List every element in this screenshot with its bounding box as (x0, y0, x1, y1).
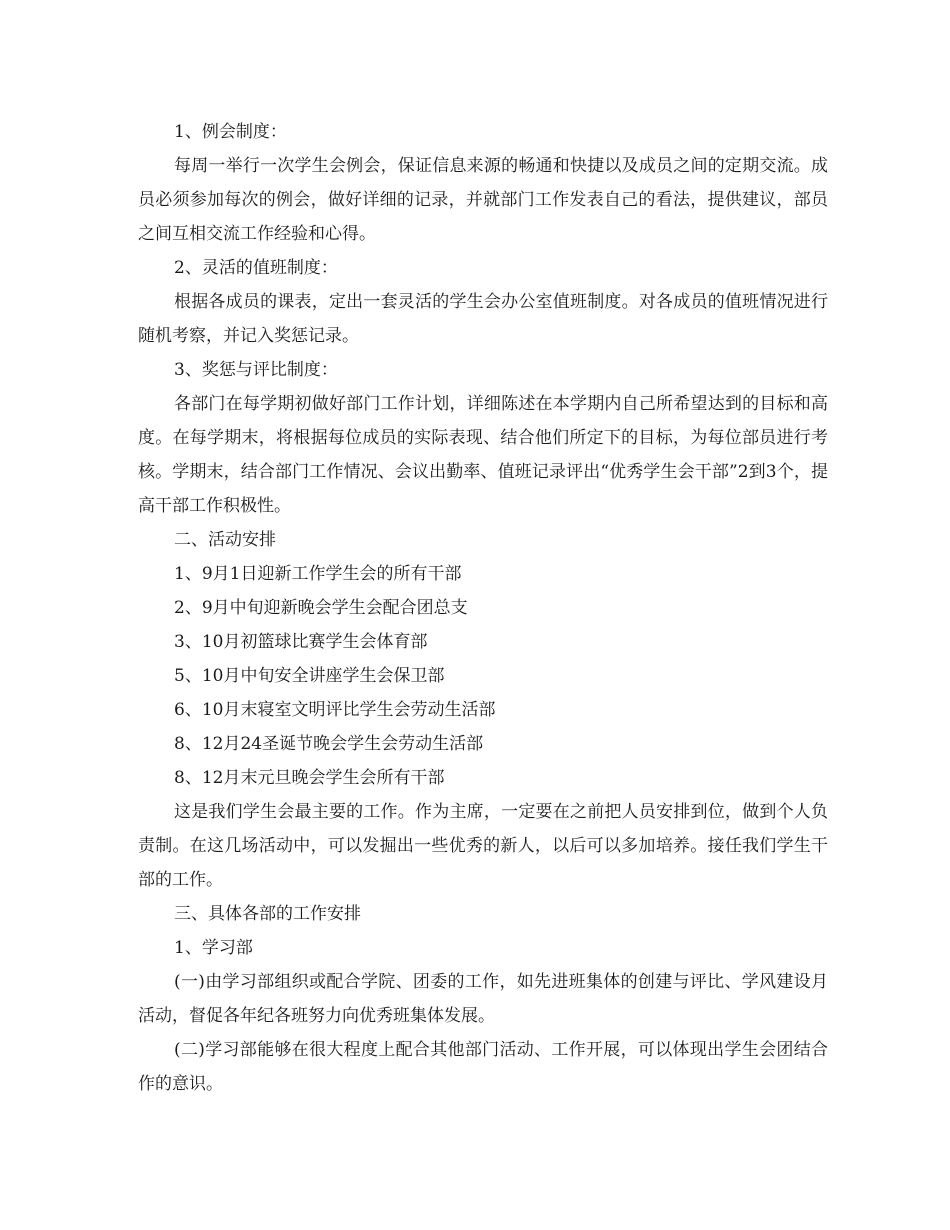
heading-activities: 二、活动安排 (174, 530, 276, 550)
activity-item: 3、10月初篮球比赛学生会体育部 (174, 632, 428, 652)
heading-duty-system: 2、灵活的值班制度： (174, 258, 338, 278)
paragraph-study-item-2: (二)学习部能够在很大程度上配合其他部门活动、工作开展，可以体现出学生会团结合作的意识。 (138, 1040, 828, 1094)
heading-reward-system: 3、奖惩与评比制度： (174, 360, 338, 380)
activity-item: 8、12月24圣诞节晚会学生会劳动生活部 (174, 734, 484, 754)
heading-study-department: 1、学习部 (174, 938, 253, 958)
paragraph-duty-details: 根据各成员的课表，定出一套灵活的学生会办公室值班制度。对各成员的值班情况进行随机考察，并记入奖惩记录。 (138, 292, 828, 346)
activity-item: 5、10月中旬安全讲座学生会保卫部 (174, 666, 445, 686)
paragraph-reward-details: 各部门在每学期初做好部门工作计划，详细陈述在本学期内自己所希望达到的目标和高度。在每学期末，将根据每位成员的实际表现、结合他们所定下的目标，为每位部员进行考核。学期末，结合部门工作情况、会议出勤率、值班记录评出“优秀学生会干部”2到3个，提高干部工作积极性。 (138, 394, 828, 516)
paragraph-study-item-1: (一)由学习部组织或配合学院、团委的工作，如先进班集体的创建与评比、学风建设月活动，督促各年纪各班努力向优秀班集体发展。 (138, 972, 828, 1026)
heading-department-work: 三、具体各部的工作安排 (174, 904, 361, 924)
paragraph-meeting-details: 每周一举行一次学生会例会，保证信息来源的畅通和快捷以及成员之间的定期交流。成员必须参加每次的例会，做好详细的记录，并就部门工作发表自己的看法，提供建议，部员之间互相交流工作经验和心得。 (138, 156, 828, 244)
paragraph-activities-summary: 这是我们学生会最主要的工作。作为主席，一定要在之前把人员安排到位，做到个人负责制。在这几场活动中，可以发掘出一些优秀的新人，以后可以多加培养。接任我们学生干部的工作。 (138, 802, 828, 890)
activity-item: 8、12月末元旦晚会学生会所有干部 (174, 768, 445, 788)
activity-item: 6、10月末寝室文明评比学生会劳动生活部 (174, 700, 496, 720)
activity-item: 1、9月1日迎新工作学生会的所有干部 (174, 564, 462, 584)
document-body (138, 115, 828, 1101)
heading-meeting-system: 1、例会制度： (174, 122, 287, 142)
activity-item: 2、9月中旬迎新晚会学生会配合团总支 (174, 598, 468, 618)
